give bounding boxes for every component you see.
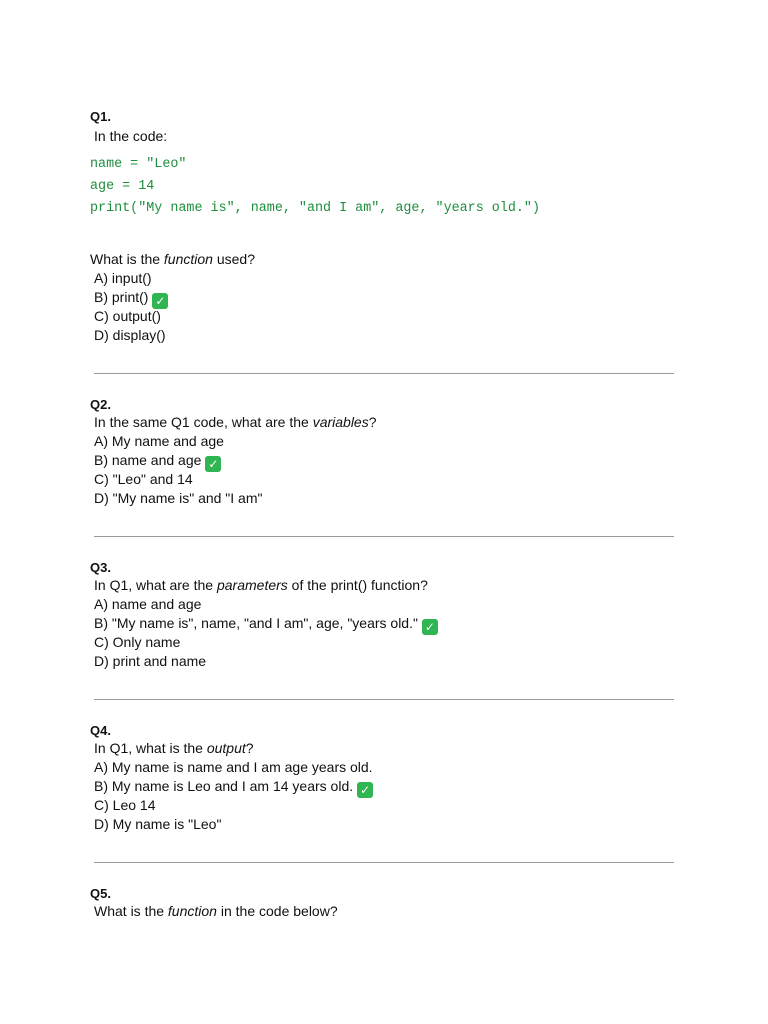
question-intro: In the code: (94, 128, 168, 144)
option-d: D) My name is "Leo" (94, 816, 222, 832)
option-c: C) output() (94, 308, 161, 324)
divider (94, 862, 674, 863)
option-a: A) name and age (94, 596, 202, 612)
question-text: In Q1, what are the parameters of the print() function? (94, 577, 428, 593)
check-mark-icon: ✓ (205, 456, 221, 472)
question-label: Q5. (90, 886, 111, 901)
question-label: Q2. (90, 397, 111, 412)
option-a: A) My name is name and I am age years old. (94, 759, 373, 775)
option-c: C) Leo 14 (94, 797, 156, 813)
question-label: Q1. (90, 109, 111, 124)
question-label: Q3. (90, 560, 111, 575)
question-text: In Q1, what is the output? (94, 740, 254, 756)
question-1 (90, 108, 674, 345)
question-2 (90, 396, 674, 508)
option-c: C) "Leo" and 14 (94, 471, 193, 487)
code-line: print("My name is", name, "and I am", age, "years old.") (90, 201, 540, 216)
option-d: D) display() (94, 327, 166, 343)
check-mark-icon: ✓ (357, 782, 373, 798)
quiz-document (90, 108, 674, 921)
option-a: A) My name and age (94, 433, 224, 449)
check-mark-icon: ✓ (152, 293, 168, 309)
question-5 (90, 885, 674, 921)
option-d: D) print and name (94, 653, 207, 669)
code-line: name = "Leo" (90, 157, 187, 172)
option-b: B) My name is Leo and I am 14 years old. ✓ (90, 777, 674, 796)
option-d: D) "My name is" and "I am" (94, 490, 263, 506)
option-b: B) print() ✓ (90, 288, 674, 307)
divider (94, 699, 674, 700)
question-3 (90, 559, 674, 671)
option-b: B) "My name is", name, "and I am", age, "years old." ✓ (90, 614, 674, 633)
divider (94, 536, 674, 537)
question-label: Q4. (90, 723, 111, 738)
option-a: A) input() (94, 270, 152, 286)
question-text: What is the function used? (90, 251, 256, 267)
option-c: C) Only name (94, 634, 181, 650)
question-text: In the same Q1 code, what are the variables? (94, 414, 377, 430)
check-mark-icon: ✓ (422, 619, 438, 635)
question-4 (90, 722, 674, 834)
option-b: B) name and age ✓ (90, 451, 674, 470)
question-text: What is the function in the code below? (94, 903, 338, 919)
code-block (90, 154, 674, 220)
code-line: age = 14 (90, 179, 155, 194)
divider (94, 373, 674, 374)
